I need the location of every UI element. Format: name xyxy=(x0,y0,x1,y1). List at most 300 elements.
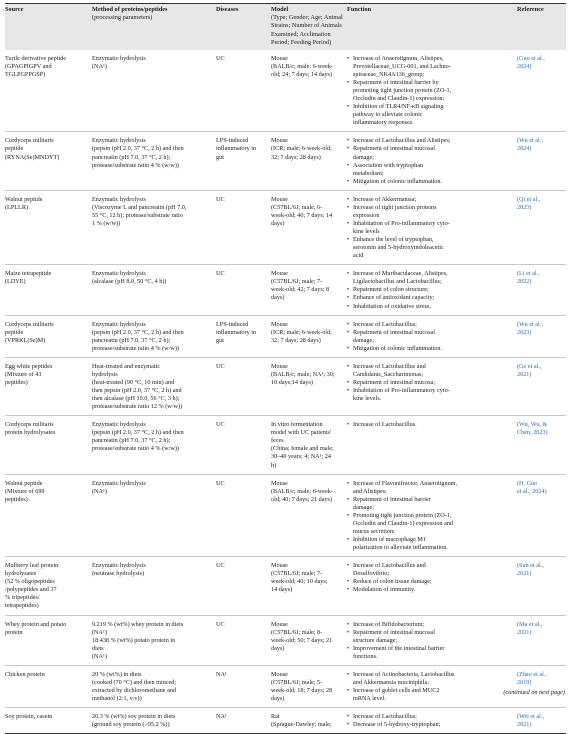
function-item xyxy=(347,496,515,512)
function-list xyxy=(347,671,515,703)
model-line: Rat xyxy=(271,713,280,721)
function-list xyxy=(347,137,515,185)
function-item xyxy=(347,270,515,286)
method-cell xyxy=(92,615,216,665)
reference-link: (Wu, Wu, & xyxy=(517,421,548,429)
disease-cell xyxy=(216,708,271,734)
function-line: polarization to alleviate inflammation. xyxy=(353,544,448,552)
source-cell xyxy=(5,190,92,265)
source-line: peptide xyxy=(5,145,24,153)
function-item xyxy=(347,721,515,729)
model-line: days) xyxy=(271,644,285,652)
disease-line: LPS-induced xyxy=(216,320,249,328)
disease-line: gut xyxy=(216,153,224,161)
function-line: Occludin and Claudin-1) expression and xyxy=(353,519,454,527)
source-line: Egg white peptides xyxy=(5,362,53,370)
model-cell xyxy=(271,132,347,190)
function-line: • Decrease of 5-hydroxy-tryptophan; xyxy=(353,721,441,729)
method-line: 18.438 % (wt%) potato protein in xyxy=(92,636,176,644)
model-cell xyxy=(271,315,347,357)
disease-line: UC xyxy=(216,479,225,487)
function-cell xyxy=(347,132,517,190)
source-line: % tripeptides/ xyxy=(5,594,40,602)
function-line: • Increase of Akkermansia; xyxy=(353,195,417,203)
disease-cell xyxy=(216,265,271,315)
function-line: • Inhabitation of Pro-inflammatory cyto- xyxy=(353,387,450,395)
disease-cell xyxy=(216,416,271,474)
function-line: and Akkermansia muciniphila; xyxy=(353,678,429,686)
source-line: /polypeptides and 37 xyxy=(5,586,57,594)
model-cell xyxy=(271,708,347,734)
header-model-sub: (Type; Gender; Age; Animal Strains; Number of Animals Examined; Acclimation Period; Feeding Period) xyxy=(271,14,343,46)
function-item xyxy=(347,562,515,578)
disease-cell xyxy=(216,132,271,190)
disease-line: gut xyxy=(216,336,224,344)
table-row xyxy=(5,265,566,315)
source-line: (LPLLR) xyxy=(5,203,29,211)
function-line: • Increase of Lactobacillus and xyxy=(353,362,426,370)
disease-cell xyxy=(216,665,271,707)
source-line: protein xyxy=(5,628,23,636)
method-line: 20.3 % (wt%) soy protein in diets xyxy=(92,713,176,721)
reference-link: (Sun et al., xyxy=(517,562,544,570)
function-cell xyxy=(347,708,517,734)
source-line: (Mixture of 43 xyxy=(5,370,42,378)
function-line: • Repairment of intestinal mucosal xyxy=(353,628,435,636)
function-line: • Repairment of colon structure; xyxy=(353,286,429,294)
function-line: • Increase of Lactobacillus; xyxy=(353,713,417,721)
method-cell xyxy=(92,357,216,415)
method-line: protease/substrate ratio 12 % (w/w)) xyxy=(92,403,183,411)
function-line: kine levels xyxy=(353,228,380,236)
model-line: 10 days;14 days) xyxy=(271,378,313,386)
function-item xyxy=(347,621,515,629)
function-line: • Increase of Lactobacillus; xyxy=(353,320,417,328)
source-line: (RYNA(Se)MNDYT) xyxy=(5,153,60,161)
model-line: (BALB/c; male; 6-week- xyxy=(271,62,333,70)
method-line: 1 % (w/w)) xyxy=(92,219,121,227)
method-line: (pepsin (pH 2.0, 37 °C, 2 h) and then xyxy=(92,429,184,437)
disease-line: UC xyxy=(216,270,225,278)
function-cell xyxy=(347,190,517,265)
model-line: (ICR; male; 6-week-old; xyxy=(271,145,332,153)
header-reference: Reference xyxy=(517,6,544,13)
reference-link: Chen, 2023) xyxy=(517,429,548,437)
function-item xyxy=(347,363,515,379)
function-list xyxy=(347,621,515,661)
source-line: Cordyceps militaris xyxy=(5,421,54,429)
source-cell xyxy=(5,132,92,190)
source-line: (VPRKL(Se)M) xyxy=(5,336,46,344)
function-cell xyxy=(347,357,517,415)
method-cell xyxy=(92,474,216,557)
disease-line: NA¹ xyxy=(216,713,227,721)
model-line: In vitro fermentation xyxy=(271,421,323,429)
source-cell xyxy=(5,50,92,132)
model-line: h) xyxy=(271,461,277,469)
model-line: (C57BL/6J; male; 7- xyxy=(271,570,323,578)
reference-cell[interactable] xyxy=(517,557,566,615)
function-line: • Inhabitation of oxidative stress. xyxy=(353,302,432,310)
function-line: • Inhibition of TLR4/NF-κB signaling xyxy=(353,103,444,111)
function-item xyxy=(347,645,515,661)
model-line: Mouse xyxy=(271,479,288,487)
function-list xyxy=(347,270,515,310)
source-line: peptides) xyxy=(5,378,28,386)
method-line: then alcalase (pH 10.0, 56 °C, 3 h); xyxy=(92,395,180,403)
function-item xyxy=(347,286,515,294)
function-item xyxy=(347,236,515,260)
method-line: protease/substrate ratio 4 % (w/w)) xyxy=(92,161,179,169)
source-line: Chicken protein xyxy=(5,670,45,678)
method-cell xyxy=(92,190,216,265)
table-row xyxy=(5,190,566,265)
source-line: (GPAGPIGPV and xyxy=(5,62,52,70)
model-line: old; 24; 7 days; 14 days) xyxy=(271,70,333,78)
function-line: • Mitigation of colonic inflammation. xyxy=(353,177,443,185)
function-line: • Repairment of intestinal mucosal xyxy=(353,328,435,336)
reference-link: (Zhao et al., xyxy=(517,670,547,678)
method-line: (Viscozyme L and pancreatin (pH 7.0, xyxy=(92,203,187,211)
reference-cell[interactable] xyxy=(517,474,566,557)
model-line: model with UC patients' xyxy=(271,429,332,437)
function-cell xyxy=(347,315,517,357)
function-line: • Increase of Lactobacillus and xyxy=(353,562,426,570)
source-line: peptide xyxy=(5,328,24,336)
source-cell xyxy=(5,474,92,557)
reference-cell[interactable] xyxy=(517,357,566,415)
data-table xyxy=(5,4,566,733)
reference-link: (Wei et al., xyxy=(517,713,544,721)
reference-cell[interactable] xyxy=(517,416,566,474)
source-line: protein hydrolysates xyxy=(5,429,56,437)
source-line: Walnut peptide xyxy=(5,195,43,203)
method-line: Enzymatic hydrolysis xyxy=(92,195,146,203)
model-line: (BALB/c; male; NA¹; 30; xyxy=(271,370,335,378)
function-line: • Repairment of intestinal mucosa; xyxy=(353,378,435,386)
header-method-title: Method of proteins/peptides xyxy=(92,6,168,13)
model-line: Mouse xyxy=(271,54,288,62)
function-item xyxy=(347,687,515,703)
function-line: damage; xyxy=(353,153,374,161)
function-item xyxy=(347,713,515,721)
source-line: peptides) xyxy=(5,495,28,503)
function-line: Ligilactobacillus and Lactobacillus; xyxy=(353,278,442,286)
header-function: Function xyxy=(347,6,372,13)
model-cell xyxy=(271,615,347,665)
source-cell xyxy=(5,615,92,665)
model-cell xyxy=(271,416,347,474)
table-row xyxy=(5,50,566,132)
function-cell xyxy=(347,265,517,315)
model-cell xyxy=(271,357,347,415)
reference-link: (Ge et al., xyxy=(517,362,542,370)
model-cell xyxy=(271,665,347,707)
method-line: hydrolysis xyxy=(92,370,118,378)
disease-line: UC xyxy=(216,362,225,370)
reference-cell[interactable] xyxy=(517,265,566,315)
method-line: (NA¹) xyxy=(92,628,107,636)
function-line: • Association with tryptophan xyxy=(353,161,424,169)
reference-cell[interactable] xyxy=(517,665,566,707)
method-cell xyxy=(92,265,216,315)
header-model-title: Model xyxy=(271,6,289,13)
model-line: week-old; 42; 7 days; 8 xyxy=(271,286,330,294)
function-line: Desulfovibrio; xyxy=(353,570,390,578)
method-line: Enzymatic hydrolysis xyxy=(92,320,146,328)
function-line: damage; xyxy=(353,336,374,344)
function-line: acid xyxy=(353,252,364,260)
reference-link: (Wu et al., xyxy=(517,137,543,145)
function-line: pathway to alleviate colonic xyxy=(353,111,423,119)
source-line: TGLPGPPGSP) xyxy=(5,70,46,78)
reference-link: 2024) xyxy=(517,62,532,70)
model-line: feces xyxy=(271,437,284,445)
method-line: (NA¹) xyxy=(92,652,107,660)
function-item xyxy=(347,421,515,429)
method-line: (NA¹) xyxy=(92,62,107,70)
reference-cell[interactable] xyxy=(517,50,566,132)
method-cell xyxy=(92,665,216,707)
table-row xyxy=(5,615,566,665)
function-line: metabolism; xyxy=(353,169,384,177)
function-line: • Increase of Muribaculaceae, Alistipes, xyxy=(353,270,448,278)
model-line: days) xyxy=(271,219,285,227)
function-line: • Improvement of the intestinal barrier xyxy=(353,644,445,652)
method-line: methanol (2:1, v:v)) xyxy=(92,695,142,703)
source-line: (LDYE) xyxy=(5,278,26,286)
function-item xyxy=(347,629,515,645)
disease-line: UC xyxy=(216,195,225,203)
source-cell xyxy=(5,416,92,474)
function-line: • Increase of Lactobacillus and Alistipes; xyxy=(353,137,451,145)
method-line: Enzymatic hydrolysis xyxy=(92,270,146,278)
function-item xyxy=(347,303,515,311)
disease-line: UC xyxy=(216,421,225,429)
table-row xyxy=(5,557,566,615)
function-cell xyxy=(347,50,517,132)
source-line: hydrolysates xyxy=(5,570,37,578)
disease-cell xyxy=(216,615,271,665)
reference-link: et al., 2024) xyxy=(517,487,547,495)
function-item xyxy=(347,329,515,345)
function-item xyxy=(347,387,515,403)
disease-line: UC xyxy=(216,620,225,628)
model-line: days) xyxy=(271,294,285,302)
header-method-sub: (processing parameters) xyxy=(92,14,153,22)
function-line: • Mitigation of colonic inflammation. xyxy=(353,344,443,352)
model-cell xyxy=(271,557,347,615)
function-cell xyxy=(347,615,517,665)
model-line: (BALB/c; male; 6-week- xyxy=(271,487,333,495)
method-line: 20 % (wt%) in diets xyxy=(92,670,142,678)
source-line: Cordyceps militaris xyxy=(5,137,54,145)
method-cell xyxy=(92,50,216,132)
source-cell xyxy=(5,315,92,357)
reference-cell[interactable] xyxy=(517,132,566,190)
method-cell xyxy=(92,132,216,190)
function-list xyxy=(347,480,515,553)
function-list xyxy=(347,196,515,261)
source-line: (52 % oligopeptides xyxy=(5,578,55,586)
model-line: week-old; 50; 7 days; 21 xyxy=(271,636,333,644)
method-line: 55 °C, 12 h); protease/substrate ratio xyxy=(92,211,183,219)
function-line: • Enhance of antioxidant capacity; xyxy=(353,294,435,302)
model-line: (Sprague-Dawley; male; xyxy=(271,721,332,729)
reference-link: (H. Guo xyxy=(517,479,538,487)
reference-link: (Wu et al., xyxy=(517,320,543,328)
source-cell xyxy=(5,357,92,415)
function-line: expression xyxy=(353,211,380,219)
model-line: (China; female and male; xyxy=(271,445,334,453)
method-line: (pepsin (pH 2.0, 37 °C, 2 h) and then xyxy=(92,145,184,153)
reference-link: (Ma et al., xyxy=(517,620,543,628)
method-line: Enzymatic hydrolysis xyxy=(92,562,146,570)
function-cell xyxy=(347,474,517,557)
function-line: Candidatus_Saccharimonas; xyxy=(353,370,424,378)
model-line: 14 days) xyxy=(271,586,293,594)
function-list xyxy=(347,421,515,429)
function-line: • Increase of Anaerotignum, Alistipes, xyxy=(353,54,444,62)
function-item xyxy=(347,79,515,103)
method-line: Enzymatic hydrolysis xyxy=(92,54,146,62)
reference-cell[interactable] xyxy=(517,708,566,734)
model-cell xyxy=(271,190,347,265)
model-line: (C57BL/6J; male; 6- xyxy=(271,203,323,211)
function-line: • Increase of Lactobacillus. xyxy=(353,421,417,429)
method-line: (pepsin (pH 2.0, 37 °C, 2 h) and then xyxy=(92,328,184,336)
source-cell xyxy=(5,557,92,615)
function-line: • Repairment of intestinal barrier by xyxy=(353,79,439,87)
model-line: (C57BL/6J; male; 7- xyxy=(271,278,323,286)
method-line: (heat-treated (90 °C, 10 min) and xyxy=(92,378,175,386)
table-header xyxy=(5,4,566,50)
function-line: mucus secretion; xyxy=(353,527,395,535)
reference-cell[interactable] xyxy=(517,190,566,265)
function-line: • Inhabitation of Pro-inflammatory cyto- xyxy=(353,219,450,227)
method-line: (neutrase hydrolysis) xyxy=(92,570,145,578)
table-row xyxy=(5,132,566,190)
function-item xyxy=(347,204,515,220)
disease-cell xyxy=(216,315,271,357)
model-line: 30–40 years; 4; NA¹; 24 xyxy=(271,453,331,461)
source-line: Maize tetrapeptide xyxy=(5,270,52,278)
function-line: kine levels. xyxy=(353,395,382,403)
source-cell xyxy=(5,708,92,734)
function-item xyxy=(347,294,515,302)
function-item xyxy=(347,196,515,204)
method-cell xyxy=(92,416,216,474)
disease-line: LPS-induced xyxy=(216,137,249,145)
reference-link: (Qi et al., xyxy=(517,195,541,203)
function-item xyxy=(347,379,515,387)
model-line: week-old; 40; 7 days; 14 xyxy=(271,211,333,219)
source-line: Walnut peptide xyxy=(5,479,43,487)
disease-line: UC xyxy=(216,562,225,570)
disease-line: NA¹ xyxy=(216,670,227,678)
function-item xyxy=(347,586,515,594)
model-line: Mouse xyxy=(271,270,288,278)
function-list xyxy=(347,321,515,353)
function-list xyxy=(347,562,515,594)
function-line: spiraceae_NK4A136_group; xyxy=(353,70,425,78)
source-line: tetrapeptides) xyxy=(5,602,39,610)
reference-link: 2019) xyxy=(517,678,532,686)
function-line: promoting tight junction protein (ZO-1, xyxy=(353,87,452,95)
method-line: Enzymatic hydrolysis xyxy=(92,137,146,145)
disease-line: inflammatory in xyxy=(216,328,257,336)
function-line: mRNA level. xyxy=(353,695,386,703)
table-row xyxy=(5,708,566,734)
reference-link: 2024) xyxy=(517,145,532,153)
table-row xyxy=(5,416,566,474)
function-line: • Promoting tight junction protein (ZO-1, xyxy=(353,511,452,519)
model-line: Mouse xyxy=(271,137,288,145)
reference-link: (Guo et al., xyxy=(517,54,545,62)
model-line: (ICR; male; 6-week-old; xyxy=(271,328,332,336)
model-line: days) xyxy=(271,695,285,703)
function-list xyxy=(347,713,515,729)
function-item xyxy=(347,178,515,186)
model-line: 32; 7 days; 28 days) xyxy=(271,336,321,344)
model-line: (C57BL/6J; male; 5- xyxy=(271,678,323,686)
function-line: inflammatory responses. xyxy=(353,119,414,127)
model-line: Mouse xyxy=(271,320,288,328)
function-item xyxy=(347,671,515,687)
model-line: week-old; 18; 7 days; 28 xyxy=(271,686,333,694)
header-source: Source xyxy=(5,6,24,13)
source-cell xyxy=(5,265,92,315)
disease-cell xyxy=(216,190,271,265)
method-line: diets xyxy=(92,644,104,652)
disease-line: inflammatory in xyxy=(216,145,257,153)
function-line: • Increase of Flavonifractor, Anaerotignum, xyxy=(353,479,458,487)
function-item xyxy=(347,578,515,586)
function-line: structure damage; xyxy=(353,636,398,644)
method-line: (ground soy protein (>95.2 %)) xyxy=(92,721,170,729)
function-line: • Inhibition of macrophage M1 xyxy=(353,536,427,544)
reference-cell[interactable] xyxy=(517,615,566,665)
model-line: Mouse xyxy=(271,362,288,370)
function-item xyxy=(347,512,515,536)
reference-cell[interactable] xyxy=(517,315,566,357)
function-line: • Repairment of intestinal mucosal xyxy=(353,145,435,153)
function-line: • Reduce of colon tissue damage; xyxy=(353,578,432,586)
header-method xyxy=(92,4,216,50)
source-line: (Mixture of 699 xyxy=(5,487,45,495)
method-line: 9.219 % (wt%) whey protein in diets xyxy=(92,620,184,628)
function-line: • Repairment of intestinal barrier xyxy=(353,495,431,503)
function-line: damage; xyxy=(353,503,374,511)
method-line: Enzymatic hydrolysis xyxy=(92,479,146,487)
function-line: • Increase of tight junction proteins xyxy=(353,203,437,211)
table-page xyxy=(5,3,566,734)
function-cell xyxy=(347,416,517,474)
function-line: Occludin and Claudin-1) expression; xyxy=(353,95,445,103)
reference-link: 2023) xyxy=(517,203,532,211)
disease-cell xyxy=(216,50,271,132)
disease-cell xyxy=(216,357,271,415)
model-cell xyxy=(271,265,347,315)
model-line: Mouse xyxy=(271,620,288,628)
method-line: (NA¹) xyxy=(92,487,107,495)
function-item xyxy=(347,145,515,161)
disease-cell xyxy=(216,474,271,557)
function-line: • Increase of goblet cells and MUC2 xyxy=(353,686,440,694)
source-line: Soy protein, casein xyxy=(5,713,53,721)
model-line: old; 40; 7 days; 21 days) xyxy=(271,495,333,503)
header-model xyxy=(271,4,347,50)
